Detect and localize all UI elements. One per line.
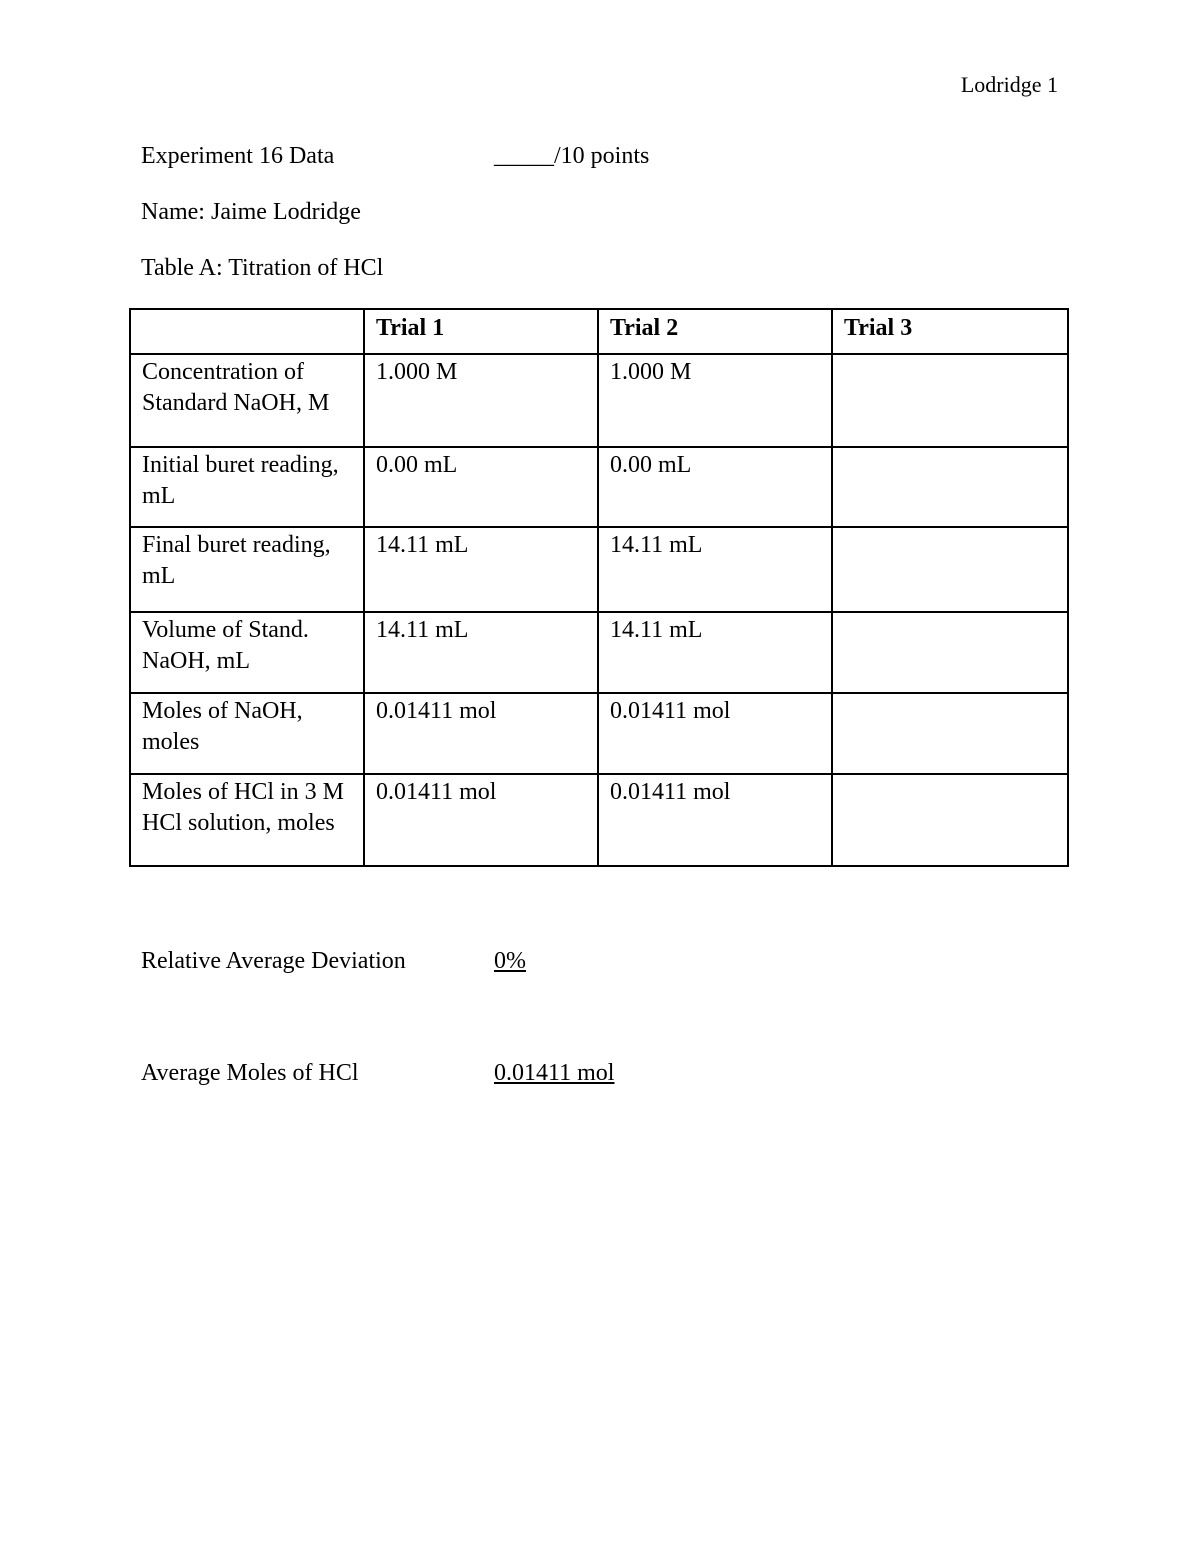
average-moles-value: 0.01411 mol (494, 1060, 615, 1086)
average-moles-label: Average Moles of HCl (141, 1060, 359, 1086)
table-cell (832, 693, 1068, 774)
page-header: Lodridge 1 (960, 72, 1058, 97)
column-header-trial-2: Trial 2 (598, 309, 832, 354)
table-cell: 0.01411 mol (598, 693, 832, 774)
points-field: _____/10 points (494, 143, 650, 169)
table-cell: 0.00 mL (598, 447, 832, 527)
table-cell (832, 527, 1068, 612)
table-caption: Table A: Titration of HCl (141, 255, 384, 281)
table-row (130, 447, 1068, 527)
table-row (130, 693, 1068, 774)
table-cell (832, 774, 1068, 866)
relative-average-deviation-value: 0% (494, 948, 526, 974)
table-cell: 1.000 M (364, 354, 598, 447)
row-label: Concentration of Standard NaOH, M (130, 354, 364, 447)
table-cell (832, 447, 1068, 527)
table-cell: 0.01411 mol (364, 693, 598, 774)
row-label: Initial buret reading, mL (130, 447, 364, 527)
column-header-trial-1: Trial 1 (364, 309, 598, 354)
table-cell (832, 354, 1068, 447)
table-cell: 14.11 mL (598, 527, 832, 612)
table-row (130, 774, 1068, 866)
column-header-trial-3: Trial 3 (832, 309, 1068, 354)
table-row (130, 527, 1068, 612)
table-cell: 1.000 M (598, 354, 832, 447)
row-label: Final buret reading, mL (130, 527, 364, 612)
table-header-row (130, 309, 1068, 354)
table-cell: 0.01411 mol (598, 774, 832, 866)
relative-average-deviation-label: Relative Average Deviation (141, 948, 406, 974)
table-row (130, 612, 1068, 693)
row-label: Moles of HCl in 3 M HCl solution, moles (130, 774, 364, 866)
row-label: Volume of Stand. NaOH, mL (130, 612, 364, 693)
column-header-blank (130, 309, 364, 354)
experiment-title: Experiment 16 Data (141, 143, 335, 169)
row-label: Moles of NaOH, moles (130, 693, 364, 774)
table-cell: 14.11 mL (598, 612, 832, 693)
table-cell: 14.11 mL (364, 612, 598, 693)
table-row (130, 354, 1068, 447)
table-cell: 0.00 mL (364, 447, 598, 527)
table-cell: 0.01411 mol (364, 774, 598, 866)
table-cell (832, 612, 1068, 693)
titration-table (129, 308, 1069, 867)
student-name: Name: Jaime Lodridge (141, 199, 361, 225)
table-cell: 14.11 mL (364, 527, 598, 612)
